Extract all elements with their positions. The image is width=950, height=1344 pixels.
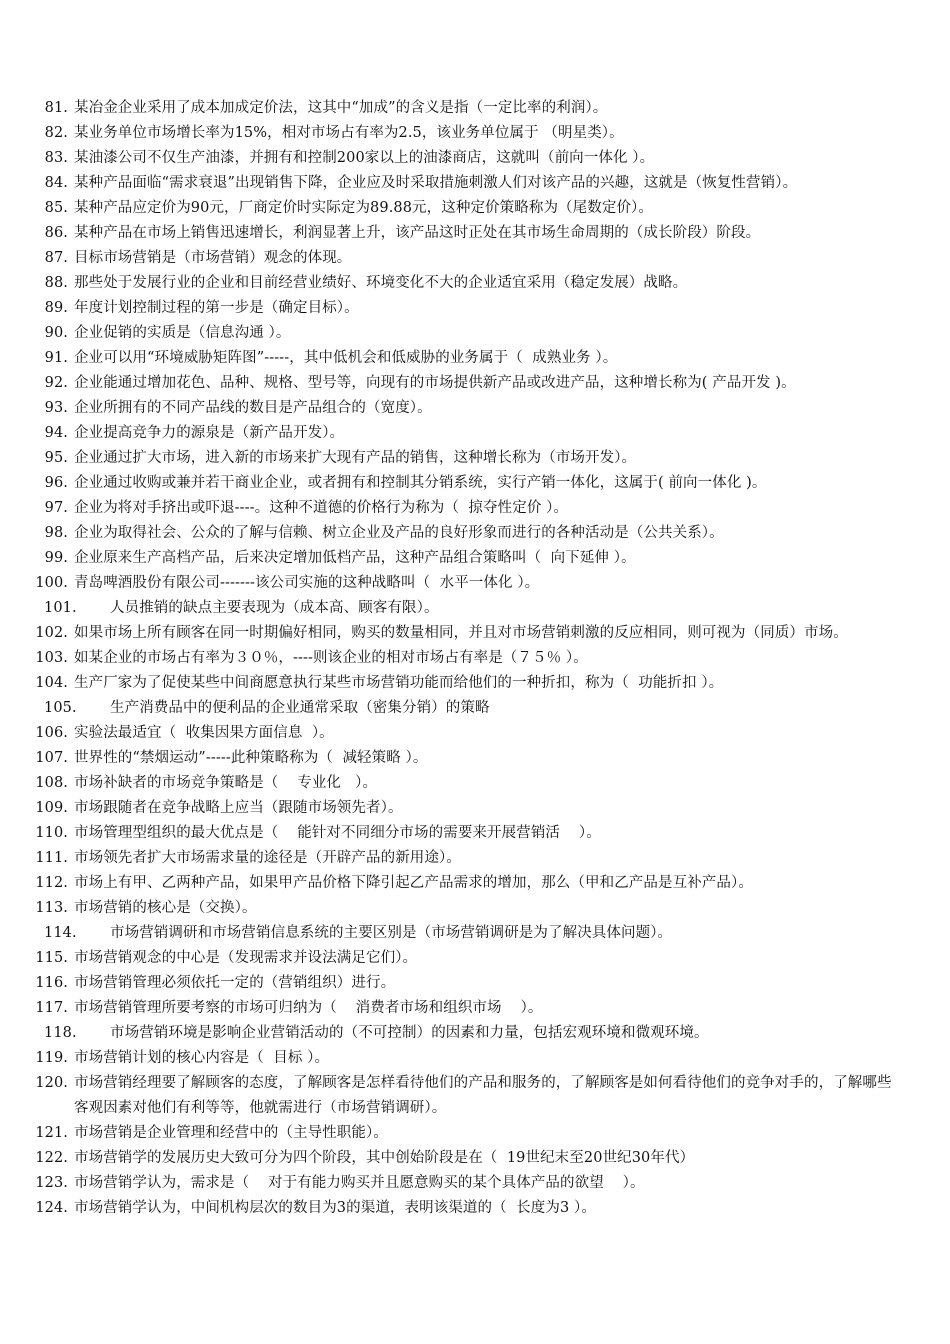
item-text: 人员推销的缺点主要表现为（成本高、顾客有限）。 xyxy=(110,600,439,616)
item-text: 市场营销环境是影响企业营销活动的（不可控制）的因素和力量，包括宏观环境和微观环境。 xyxy=(110,1025,709,1041)
item-number: 109. xyxy=(35,800,68,816)
list-item xyxy=(0,571,950,596)
list-item xyxy=(0,196,950,221)
item-number: 90. xyxy=(44,325,68,341)
item-text: 市场营销观念的中心是（发现需求并设法满足它们）。 xyxy=(74,950,418,966)
item-number: 88. xyxy=(44,275,68,291)
list-item xyxy=(0,1121,950,1146)
item-number: 123. xyxy=(35,1175,68,1191)
item-text: 市场营销学的发展历史大致可分为四个阶段，其中创始阶段是在（ 19世纪末至20世纪30年代） xyxy=(74,1150,695,1166)
list-item xyxy=(0,696,950,721)
item-text: 世界性的“禁烟运动”-----此种策略称为（ 减轻策略 ）。 xyxy=(74,750,428,766)
item-text: 市场管理型组织的最大优点是（ 能针对不同细分市场的需要来开展营销活 ）。 xyxy=(74,825,601,841)
item-text: 市场营销学认为，需求是（ 对于有能力购买并且愿意购买的某个具体产品的欲望 ）。 xyxy=(74,1175,645,1191)
item-number: 119. xyxy=(35,1050,68,1066)
item-text: 企业提高竞争力的源泉是（新产品开发）。 xyxy=(74,425,345,441)
item-number: 98. xyxy=(44,525,68,541)
item-text: 市场营销管理必须依托一定的（营销组织）进行。 xyxy=(74,975,396,991)
item-text: 目标市场营销是（市场营销）观念的体现。 xyxy=(74,250,352,266)
item-text: 企业促销的实质是（信息沟通 ）。 xyxy=(74,325,291,341)
item-text: 市场营销管理所要考察的市场可归纳为（ 消费者市场和组织市场 ）。 xyxy=(74,1000,543,1016)
item-number: 97. xyxy=(44,500,68,516)
list-item xyxy=(0,446,950,471)
item-number: 102. xyxy=(35,625,68,641)
item-text: 企业可以用“环境威胁矩阵图”-----，其中低机会和低威胁的业务属于（ 成熟业务 ）。 xyxy=(74,350,618,366)
list-item xyxy=(0,621,950,646)
list-item xyxy=(0,496,950,521)
item-number: 101. xyxy=(44,600,77,616)
item-number: 94. xyxy=(44,425,68,441)
item-number: 113. xyxy=(35,900,68,916)
item-text: 市场上有甲、乙两种产品，如果甲产品价格下降引起乙产品需求的增加，那么（甲和乙产品是互补产品）。 xyxy=(74,875,753,891)
item-text: 企业为将对手挤出或吓退----。这种不道德的价格行为称为（ 掠夺性定价 ）。 xyxy=(74,500,569,516)
item-text: 某种产品在市场上销售迅速增长，利润显著上升，该产品这时正处在其市场生命周期的（成长阶段）阶段。 xyxy=(74,225,761,241)
item-text: 某油漆公司不仅生产油漆，并拥有和控制200家以上的油漆商店，这就叫（前向一体化 ）。 xyxy=(74,150,655,166)
item-number: 116. xyxy=(35,975,68,991)
item-text: 某种产品面临“需求衰退”出现销售下降，企业应及时采取措施刺激人们对该产品的兴趣，这就是（恢复性营销）。 xyxy=(74,175,798,191)
item-text: 企业原来生产高档产品，后来决定增加低档产品，这种产品组合策略叫（ 向下延伸 ）。 xyxy=(74,550,636,566)
list-item xyxy=(0,1021,950,1046)
item-text: 某冶金企业采用了成本加成定价法，这其中“加成”的含义是指（一定比率的利润）。 xyxy=(74,100,608,116)
list-item xyxy=(0,471,950,496)
item-number: 104. xyxy=(35,675,68,691)
list-item xyxy=(0,1146,950,1171)
list-item xyxy=(0,371,950,396)
item-text: 那些处于发展行业的企业和目前经营业绩好、环境变化不大的企业适宜采用（稳定发展）战略。 xyxy=(74,275,688,291)
item-text: 市场跟随者在竞争战略上应当（跟随市场领先者）。 xyxy=(74,800,403,816)
item-number: 108. xyxy=(35,775,68,791)
list-item xyxy=(0,771,950,796)
item-number: 95. xyxy=(44,450,68,466)
item-number: 111. xyxy=(35,850,68,866)
item-text: 市场营销计划的核心内容是（ 目标 ）。 xyxy=(74,1050,330,1066)
item-number: 99. xyxy=(44,550,68,566)
item-number: 93. xyxy=(44,400,68,416)
list-item xyxy=(0,646,950,671)
item-number: 117. xyxy=(35,1000,68,1016)
item-text: 某种产品应定价为90元，厂商定价时实际定为89.88元，这种定价策略称为（尾数定价）。 xyxy=(74,200,654,216)
list-item xyxy=(0,171,950,196)
item-text: 实验法最适宜（ 收集因果方面信息 ）。 xyxy=(74,725,334,741)
item-number: 107. xyxy=(35,750,68,766)
item-number: 100. xyxy=(35,575,68,591)
item-number: 103. xyxy=(35,650,68,666)
item-number: 91. xyxy=(44,350,68,366)
item-text: 企业通过收购或兼并若干商业企业，或者拥有和控制其分销系统，实行产销一体化，这属于( 前向一体化 )。 xyxy=(74,475,767,491)
item-text: 年度计划控制过程的第一步是（确定目标）。 xyxy=(74,300,359,316)
item-number: 114. xyxy=(44,925,77,941)
item-number: 118. xyxy=(44,1025,77,1041)
list-item xyxy=(0,896,950,921)
item-number: 86. xyxy=(44,225,68,241)
list-item xyxy=(0,221,950,246)
list-item xyxy=(0,921,950,946)
item-number: 83. xyxy=(44,150,68,166)
item-number: 105. xyxy=(44,700,77,716)
item-text: 企业为取得社会、公众的了解与信赖、树立企业及产品的良好形象而进行的各种活动是（公共关系）。 xyxy=(74,525,724,541)
list-item xyxy=(0,271,950,296)
list-item xyxy=(0,1171,950,1196)
item-text: 生产厂家为了促使某些中间商愿意执行某些市场营销功能而给他们的一种折扣，称为（ 功能折扣 ）。 xyxy=(74,675,724,691)
list-item xyxy=(0,721,950,746)
item-number: 87. xyxy=(44,250,68,266)
list-item xyxy=(0,671,950,696)
list-item xyxy=(0,321,950,346)
list-item xyxy=(0,396,950,421)
list-item xyxy=(0,296,950,321)
item-text: 市场营销学认为，中间机构层次的数目为3的渠道，表明该渠道的（ 长度为3 ）。 xyxy=(74,1200,596,1216)
list-item xyxy=(0,996,950,1021)
item-number: 124. xyxy=(35,1200,68,1216)
item-number: 96. xyxy=(44,475,68,491)
item-number: 89. xyxy=(44,300,68,316)
list-item xyxy=(0,1071,950,1121)
list-item xyxy=(0,521,950,546)
item-text: 企业所拥有的不同产品线的数目是产品组合的（宽度）。 xyxy=(74,400,432,416)
list-item xyxy=(0,846,950,871)
item-number: 120. xyxy=(35,1075,68,1091)
item-text: 市场营销是企业管理和经营中的（主导性职能）。 xyxy=(74,1125,388,1141)
item-text: 某业务单位市场增长率为15%，相对市场占有率为2.5，该业务单位属于 （明星类）。 xyxy=(74,125,624,141)
item-number: 84. xyxy=(44,175,68,191)
list-item xyxy=(0,1196,950,1221)
item-number: 121. xyxy=(35,1125,68,1141)
item-text: 生产消费品中的便利品的企业通常采取（密集分销）的策略 xyxy=(110,700,490,716)
item-text: 市场营销调研和市场营销信息系统的主要区别是（市场营销调研是为了解决具体问题）。 xyxy=(110,925,673,941)
list-item xyxy=(0,121,950,146)
item-text: 如果市场上所有顾客在同一时期偏好相同，购买的数量相同，并且对市场营销刺激的反应相同，则可视为（同质）市场。 xyxy=(74,625,848,641)
list-item xyxy=(0,1046,950,1071)
list-item xyxy=(0,746,950,771)
item-text: 市场营销经理要了解顾客的态度，了解顾客是怎样看待他们的产品和服务的，了解顾客是如何看待他们的竞争对手的，了解哪些客观因素对他们有利等等，他就需进行（市场营销调研）。 xyxy=(74,1075,892,1116)
item-number: 122. xyxy=(35,1150,68,1166)
list-item xyxy=(0,971,950,996)
item-number: 106. xyxy=(35,725,68,741)
list-item xyxy=(0,96,950,121)
list-item xyxy=(0,146,950,171)
item-text: 市场领先者扩大市场需求量的途径是（开辟产品的新用途）。 xyxy=(74,850,461,866)
item-text: 市场补缺者的市场竞争策略是（ 专业化 ）。 xyxy=(74,775,378,791)
list-item xyxy=(0,596,950,621)
item-number: 92. xyxy=(44,375,68,391)
item-number: 115. xyxy=(35,950,68,966)
item-number: 110. xyxy=(35,825,68,841)
item-number: 82. xyxy=(44,125,68,141)
list-item xyxy=(0,246,950,271)
list-item xyxy=(0,796,950,821)
list-item xyxy=(0,946,950,971)
item-text: 市场营销的核心是（交换）。 xyxy=(74,900,257,916)
question-list xyxy=(0,96,950,1221)
item-number: 112. xyxy=(35,875,68,891)
list-item xyxy=(0,546,950,571)
list-item xyxy=(0,346,950,371)
item-number: 81. xyxy=(44,100,68,116)
list-item xyxy=(0,821,950,846)
item-text: 企业能通过增加花色、品种、规格、型号等，向现有的市场提供新产品或改进产品，这种增长称为( 产品开发 )。 xyxy=(74,375,796,391)
item-text: 企业通过扩大市场，进入新的市场来扩大现有产品的销售，这种增长称为（市场开发）。 xyxy=(74,450,637,466)
list-item xyxy=(0,871,950,896)
list-item xyxy=(0,421,950,446)
item-text: 如某企业的市场占有率为３０％，----则该企业的相对市场占有率是（７５％ ）。 xyxy=(74,650,588,666)
item-number: 85. xyxy=(44,200,68,216)
item-text: 青岛啤酒股份有限公司-------该公司实施的这种战略叫（ 水平一体化 ）。 xyxy=(74,575,540,591)
